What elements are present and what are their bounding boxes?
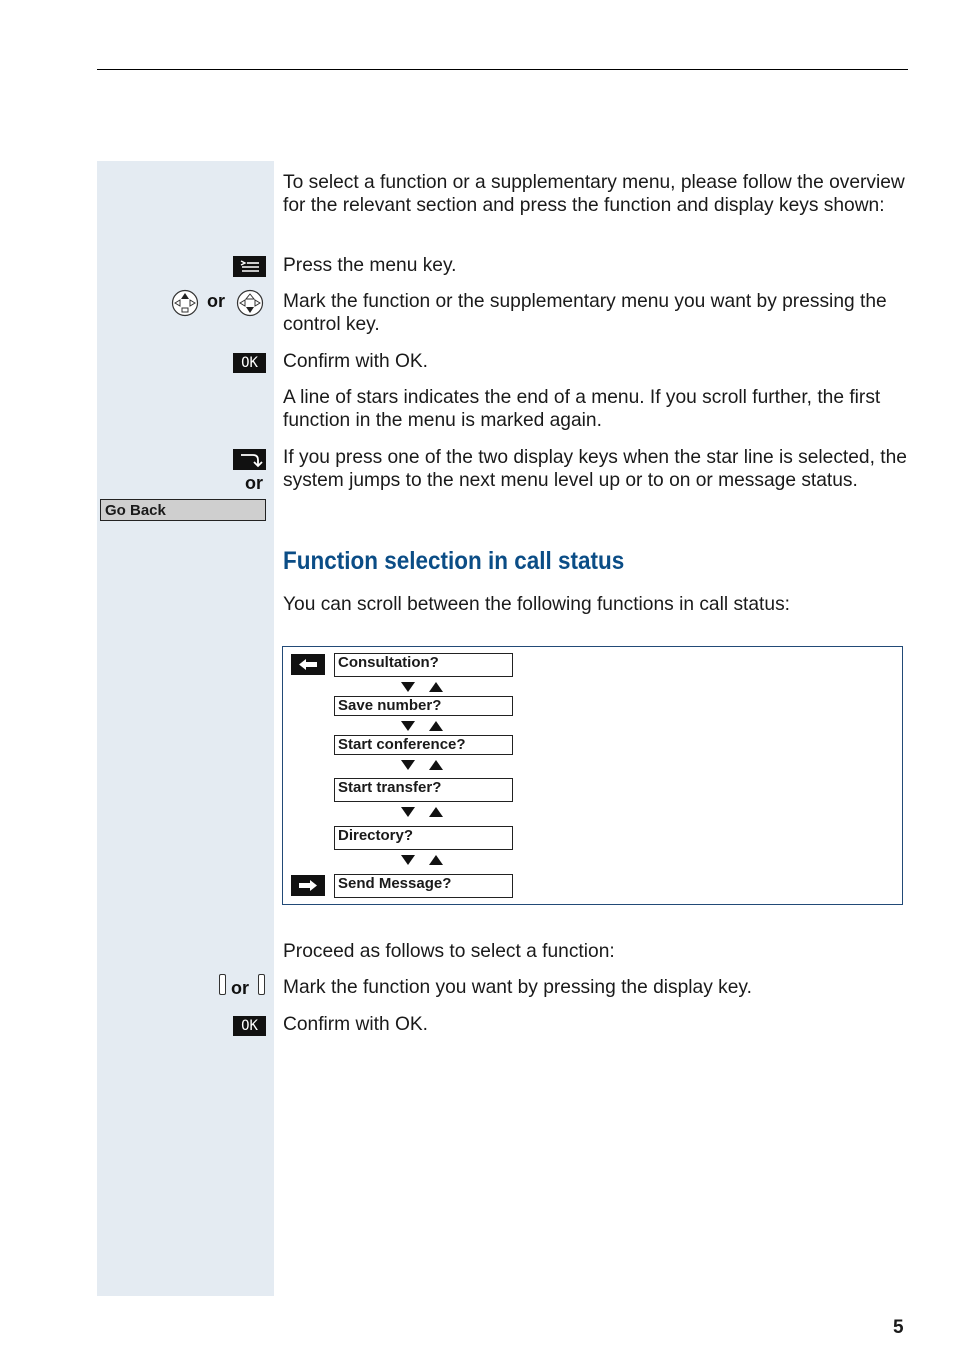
- left-display-key-icon: [219, 974, 226, 995]
- confirm-text: Confirm with OK.: [283, 351, 429, 372]
- or-label: or: [207, 291, 225, 311]
- back-or-label: or: [245, 473, 263, 493]
- menu-item-send-message: Send Message?: [334, 874, 513, 898]
- menu-item-start-conference: Start conference?: [334, 735, 513, 755]
- scroll-arrows-icon: [401, 681, 449, 695]
- star-line-text: A line of stars indicates the end of a menu. If you scroll further, the first function in the menu is marked again.: [283, 387, 881, 431]
- back-key-icon: [233, 449, 266, 470]
- control-key-up-icon: [171, 289, 199, 322]
- right-arrow-key-icon: [291, 875, 325, 896]
- intro-text: To select a function or a supplementary menu, please follow the overview for the relevant section and press the function and display keys shown:: [283, 172, 905, 216]
- left-arrow-key-icon: [291, 654, 325, 675]
- menu-key-text: Press the menu key.: [283, 255, 457, 276]
- softkey-or-label: or: [231, 978, 249, 998]
- scroll-text: You can scroll between the following functions in call status:: [283, 594, 790, 615]
- menu-item-directory: Directory?: [334, 826, 513, 850]
- menu-item-start-transfer: Start transfer?: [334, 778, 513, 802]
- ok-key-icon: OK: [233, 1016, 266, 1036]
- confirm-text-2: Confirm with OK.: [283, 1014, 429, 1035]
- proceed-text: Proceed as follows to select a function:: [283, 941, 615, 962]
- go-back-display-key: Go Back: [100, 499, 266, 521]
- control-key-down-icon: [236, 289, 264, 322]
- menu-item-save-number: Save number?: [334, 696, 513, 716]
- control-key-text: Mark the function or the supplementary menu you want by pressing the control key.: [283, 291, 887, 335]
- ok-key-icon: OK: [233, 353, 266, 373]
- top-rule: [97, 69, 908, 70]
- back-key-text: If you press one of the two display keys when the star line is selected, the system jumps to the next menu level up or to on or message status.: [283, 447, 907, 491]
- mark-display-text: Mark the function you want by pressing the display key.: [283, 977, 752, 998]
- page-number: 5: [893, 1317, 904, 1338]
- right-display-key-icon: [258, 974, 265, 995]
- key-column: [97, 161, 274, 1296]
- scroll-arrows-icon: [401, 806, 449, 820]
- scroll-arrows-icon: [401, 854, 449, 868]
- scroll-arrows-icon: [401, 720, 449, 734]
- menu-key-icon: [233, 256, 266, 277]
- call-status-menu-diagram: [282, 646, 903, 905]
- scroll-arrows-icon: [401, 759, 449, 773]
- menu-item-consultation: Consultation?: [334, 653, 513, 677]
- section-title: Function selection in call status: [283, 547, 625, 575]
